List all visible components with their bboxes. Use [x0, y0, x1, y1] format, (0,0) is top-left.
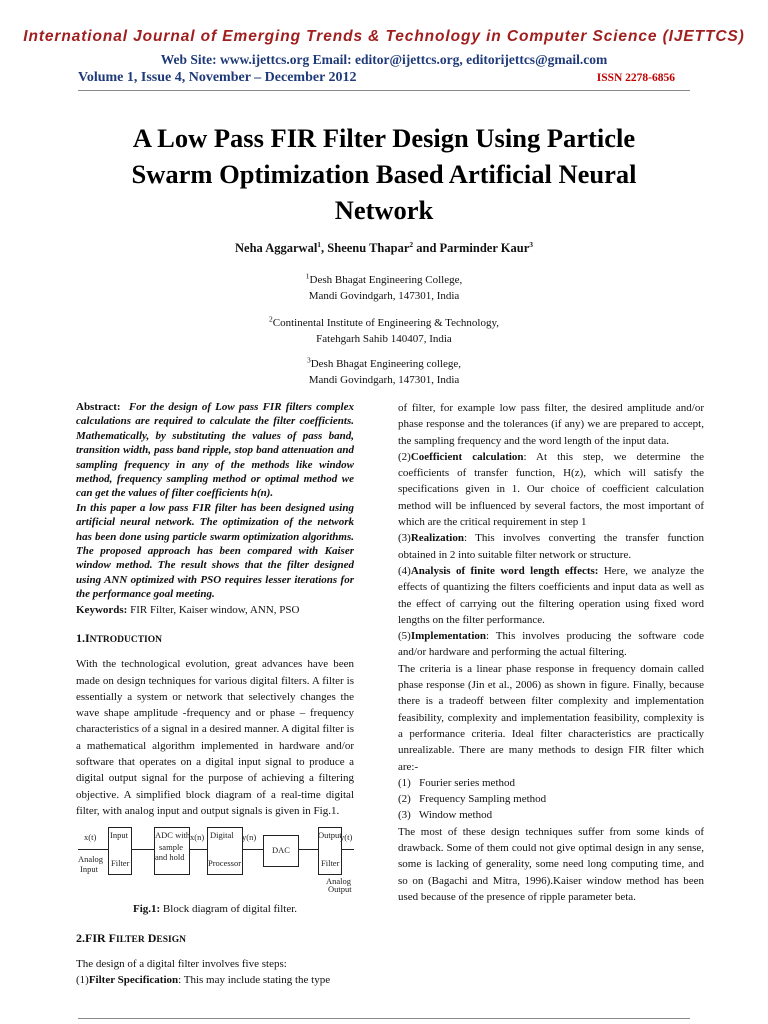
affiliation-2-line1: Continental Institute of Engineering & Technology,	[272, 317, 499, 329]
step-4-text: Here, we analyze the effects of quantizing the filters coefficients and input data as well as the effect of carrying out the filtering operation using fixed word lengths on the filter performance.	[398, 564, 704, 626]
fig-adc-1: ADC with	[155, 830, 191, 841]
step-2	[398, 449, 704, 530]
fig-arrow-3	[242, 849, 263, 850]
step-1	[76, 972, 354, 988]
fig-input-filter-1: Input	[110, 830, 128, 841]
section-2-intro: The design of a digital filter involves five steps:	[76, 957, 287, 970]
fig-output-filter-1: Output	[318, 830, 342, 841]
section-2-first1: FIR F	[85, 930, 116, 945]
author-list: Neha Aggarwal$^1$, Sheenu Thapar$^2$ and Parminder Kaur$^3$	[235, 239, 533, 255]
affiliation-2-line2: Fatehgarh Sahib 140407, India	[316, 333, 452, 345]
affiliation-3-line2: Mandi Govindgarh, 147301, India	[308, 374, 460, 386]
step-3	[398, 530, 704, 563]
fig-dac: DAC	[272, 845, 290, 856]
section-1-num: 1.	[76, 630, 85, 645]
caption-label: Fig.1:	[132, 903, 161, 916]
author-1-sup: 1	[317, 239, 322, 249]
step-5-bold: Implementation	[410, 630, 486, 643]
step-3-label: (3)	[398, 532, 411, 545]
step-1-text: : This may include stating the type	[178, 974, 331, 987]
section-1-heading	[76, 630, 354, 648]
fig-arrow-input	[78, 849, 108, 850]
section-2-heading	[76, 930, 354, 948]
step-2-text: : At this step, we determine the coefficients of transfer function, H(z), which will satisfy the specifications given in 1. Our choice of coefficient calculation method will be influenced by several factors, the most important of which are the critical requirement in step 1	[398, 450, 704, 529]
header-rule	[78, 90, 690, 91]
method-3: (3) Window method	[398, 809, 493, 822]
journal-name: International Journal of Emerging Trends & Technology in Computer Science (IJETTCS)	[23, 28, 745, 45]
abstract-para-1	[76, 400, 354, 501]
fig-arrow-output	[341, 849, 354, 850]
step-3-text: : This involves converting the transfer function obtained in 2 into suitable filter network or structure.	[398, 532, 704, 561]
fig-analog-input-2: Input	[80, 864, 98, 875]
fig-arrow-4	[298, 849, 318, 850]
journal-website: Web Site: www.ijettcs.org Email: editor@ijettcs.org, editorijettcs@gmail.com	[160, 52, 608, 67]
affiliation-1	[0, 272, 768, 304]
author-and: and	[416, 241, 437, 255]
criteria-paragraph: The criteria is a linear phase response in frequency domain called phase response (Jin et al., 2006) as shown in figure. Finally, because there is a tradeoff between filter complexity and implementation feasibility, complexity and implementation feasibility, complexity is a performance criteria. Ideal filter characteristics are practically unrealizable. There are many methods to design FIR filter which are:-	[398, 662, 704, 773]
abstract-text-1: For the design of Low pass FIR filters complex calculations are required to calculate the filter coefficients. Mathematically, by substituting the values of pass band, transition width, pass band ripple, stop band attenuation and sampling frequency in any of the methods like window method, frequency sampling method or optimal method we can get the values of filter coefficients h(n).	[76, 401, 354, 500]
fig-y-t: y(t)	[340, 832, 353, 843]
fig-adc-2: sample	[159, 842, 184, 853]
step-5-label: (5)	[398, 630, 411, 643]
abstract-text-2: In this paper a low pass FIR filter has been designed using artificial neural network. The optimization of the network has been done using particle swarm optimization algorithms. The proposed approach has been compared with Kaiser window method. The result shows that the filter designed using ANN optimized with PSO requires lesser iterations for the performance goal meeting.	[76, 501, 354, 601]
method-2: (2) Frequency Sampling method	[398, 793, 547, 806]
section-2-num: 2.	[76, 930, 85, 945]
footer-rule	[78, 1018, 690, 1019]
step-1-continued: of filter, for example low pass filter, the desired amplitude and/or phase response and the tolerances (if any) we are prepared to accept, the sampling frequency and the word length of the input data.	[398, 402, 704, 447]
step-1-label: (1)	[76, 974, 89, 987]
fig-analog-output-1: Analog	[326, 876, 352, 887]
abstract-label: Abstract:	[76, 401, 121, 413]
issn: ISSN 2278-6856	[596, 72, 675, 84]
fig-input-filter-2: Filter	[111, 858, 130, 869]
step-1-bold: Filter Specification	[88, 974, 179, 987]
left-column	[76, 400, 354, 988]
figure-caption	[76, 901, 354, 917]
fig-analog-input-1: Analog	[78, 854, 104, 865]
affiliation-3	[0, 356, 768, 388]
intro-paragraph: With the technological evolution, great advances have been made on design techniques for various digital filters. A filter is essentially a system or network that selectively changes the wave shape amplitude -frequency and or phase – frequency characteristics of a signal in a desired manner. A digital filter is a mathematical algorithm implemented in hardware and/or software that operates on a digital input signal to produce a digital output signal for the purpose of achieving a filtering objective. A simplified block diagram of a real-time digital filter, with analog input and output signals is given in Fig.1.	[76, 658, 354, 817]
fig-analog-output-2: Output	[328, 884, 352, 895]
block-diagram	[76, 825, 354, 893]
fig-x-n: x(n)	[190, 832, 205, 843]
drawback-paragraph: The most of these design techniques suffer from some kinds of drawback. Some of them could not give optimal design in any sense, some is lacking of generality, some need long computing time, and so on (Bagachi and Mitra, 1996).Kaiser window method has been used because of the presence of ripple parameter beta.	[398, 825, 704, 903]
section-2-rest2: ESIGN	[156, 934, 186, 945]
paper-title: A Low Pass FIR Filter Design Using Particle Swarm Optimization Based Artificial Neural Network	[131, 123, 637, 225]
step-4-label: (4)	[398, 564, 411, 577]
affiliation-3-sup: 3	[306, 355, 311, 365]
section-2-first2: D	[147, 930, 157, 945]
step-4-bold: Analysis of finite word length effects:	[410, 564, 599, 577]
author-2: Sheenu Thapar	[327, 241, 410, 255]
author-1: Neha Aggarwal	[235, 241, 318, 255]
volume-issue: Volume 1, Issue 4, November – December 2012	[78, 70, 357, 85]
step-3-bold: Realization	[410, 532, 464, 545]
fig-arrow-2	[189, 849, 207, 850]
fig-arrow-1	[131, 849, 154, 850]
fig-dsp-1: Digital	[210, 830, 234, 841]
keywords	[76, 602, 354, 618]
fig-x-t: x(t)	[84, 832, 97, 843]
affiliation-1-line2: Mandi Govindgarh, 147301, India	[308, 290, 460, 302]
method-1: (1) Fourier series method	[398, 776, 515, 789]
caption-text: Block diagram of digital filter.	[162, 903, 298, 916]
keywords-label: Keywords:	[76, 603, 128, 616]
step-2-bold: Coefficient calculation	[410, 450, 524, 463]
step-5	[398, 628, 704, 661]
fig-dsp-2: Processor	[208, 858, 242, 869]
fig-output-filter-2: Filter	[321, 858, 340, 869]
fig-y-n: y(n)	[242, 832, 257, 843]
author-2-sup: 2	[409, 239, 414, 249]
fig-adc-3: and hold	[155, 852, 185, 863]
affiliation-1-line1: Desh Bhagat Engineering College,	[309, 274, 463, 286]
author-3: Parminder Kaur	[439, 241, 530, 255]
step-2-label: (2)	[398, 450, 411, 463]
affiliation-1-sup: 1	[305, 271, 310, 281]
step-5-text: : This involves producing the software code and/or hardware and performing the actual filtering.	[398, 630, 704, 659]
section-1-rest: NTRODUCTION	[89, 634, 162, 645]
affiliation-2-sup: 2	[269, 314, 273, 324]
right-column	[398, 400, 704, 905]
section-2-rest1: ILTER	[116, 934, 145, 945]
affiliation-2	[0, 315, 768, 347]
author-3-sup: 3	[529, 239, 533, 249]
keywords-text: FIR Filter, Kaiser window, ANN, PSO	[130, 603, 300, 616]
step-4	[398, 563, 704, 628]
section-1-first: I	[85, 630, 90, 645]
affiliation-3-line1: Desh Bhagat Engineering college,	[310, 358, 462, 370]
